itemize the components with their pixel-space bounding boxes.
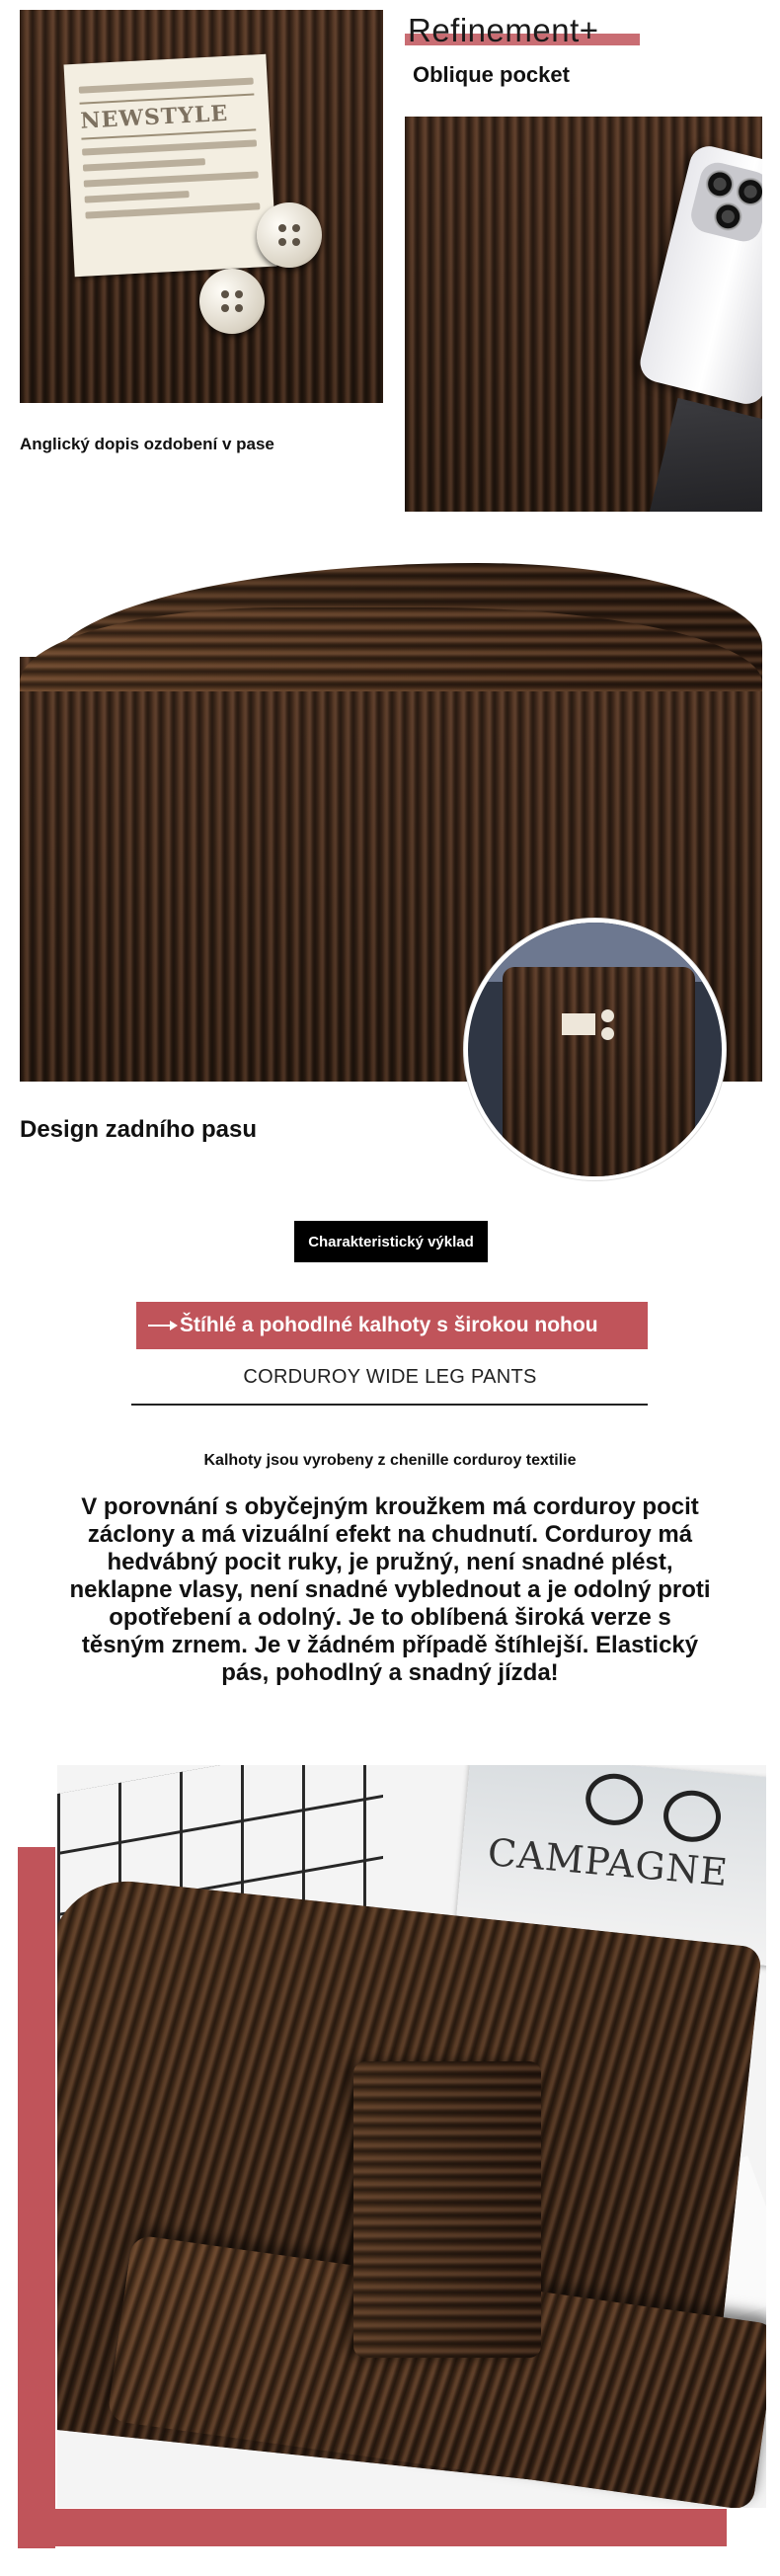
oblique-pocket-photo [405, 117, 762, 512]
section-subtitle: Oblique pocket [413, 62, 570, 87]
button-bottom [199, 269, 265, 334]
fabric-description: Kalhoty jsou vyrobeny z chenille corduroy textilie [203, 1452, 577, 1469]
section-title: Refinement+ [408, 12, 599, 48]
back-waist-caption: Design zadního pasu [20, 1116, 258, 1143]
waist-label-photo [20, 10, 383, 403]
back-button-bottom [601, 1027, 614, 1040]
waist-caption: Anglický dopis ozdobení v pase [20, 435, 274, 453]
back-button-top [601, 1009, 614, 1022]
phone-in-pocket [636, 142, 762, 408]
back-view-pants [503, 967, 695, 1180]
magazine-title: CAMPAGNE [486, 1829, 731, 1895]
back-waist-inset-photo [464, 919, 726, 1180]
headline-text: Štíhlé a pohodlné kalhoty s širokou nohou [180, 1314, 598, 1336]
decorative-frame-left [18, 1847, 55, 2548]
brand-label-tag [64, 54, 277, 277]
button-top [257, 202, 322, 268]
feature-badge: Charakteristický výklad [294, 1221, 488, 1262]
pocket-lining [650, 398, 762, 512]
headline-banner [136, 1302, 648, 1349]
back-label-tag [562, 1013, 595, 1035]
section-divider [131, 1404, 648, 1406]
folded-pants-photo [57, 1765, 766, 2508]
english-subheading: CORDUROY WIDE LEG PANTS [243, 1366, 537, 1388]
decorative-frame-bottom [18, 2509, 727, 2546]
glasses-icon [584, 1771, 645, 1827]
product-description: V porovnání s obyčejným kroužkem má corduroy pocit záclony a má vizuální efekt na chudnutí. Corduroy má hedvábný pocit ruky, je pružný, není snadné plést, neklapne vlasy, není snadné vyblednout a je odolný proti opotřebení a odolný. Je to oblíbená široká verze s těsným zrnem. Je v žádném případě štíhlejší. Elastický pás, pohodlný a snadný jízda! [69, 1493, 711, 1686]
arrow-right-icon [148, 1325, 176, 1327]
tag-brand-text: NEWSTYLE [80, 93, 257, 139]
folded-waistband [353, 2061, 541, 2358]
